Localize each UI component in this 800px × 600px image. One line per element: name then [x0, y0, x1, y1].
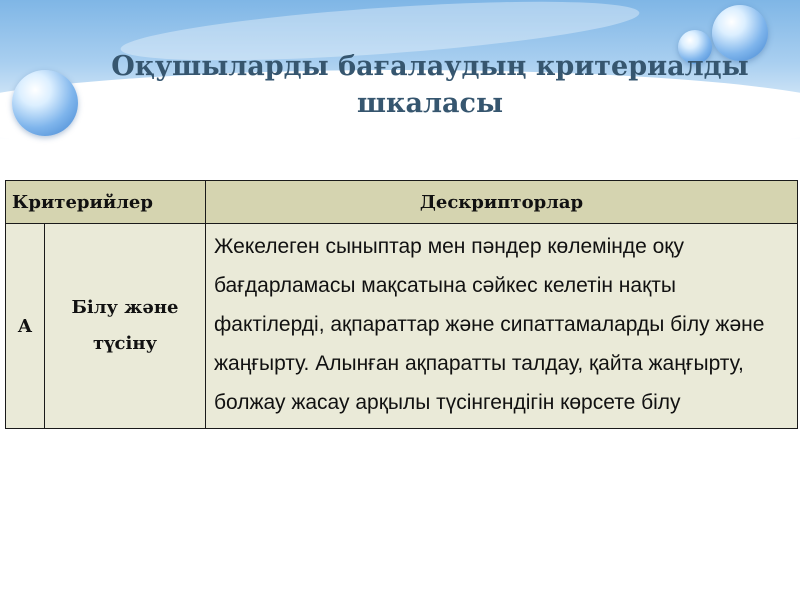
- slide-title: Оқушыларды бағалаудың критериалды шкаласы: [111, 51, 749, 119]
- criteria-table: [5, 180, 798, 429]
- header-descriptors: Дескрипторлар: [206, 181, 798, 224]
- criterion-letter: А: [6, 224, 45, 429]
- table-row: [6, 224, 798, 429]
- criterion-name: Білу және түсіну: [45, 224, 206, 429]
- criterion-description: Жекелеген сыныптар мен пәндер көлемінде оқу бағдарламасы мақсатына сәйкес келетін нақты фактілерді, ақпараттар және сипаттамаларды білу және жаңғырту. Алынған ақпаратты талдау, қайта жаңғырту, болжау жасау арқылы түсінгендігін көрсете білу: [206, 224, 798, 429]
- header-criteria: Критерийлер: [6, 181, 206, 224]
- decorative-bubble-left: [12, 70, 78, 136]
- table-header-row: [6, 181, 798, 224]
